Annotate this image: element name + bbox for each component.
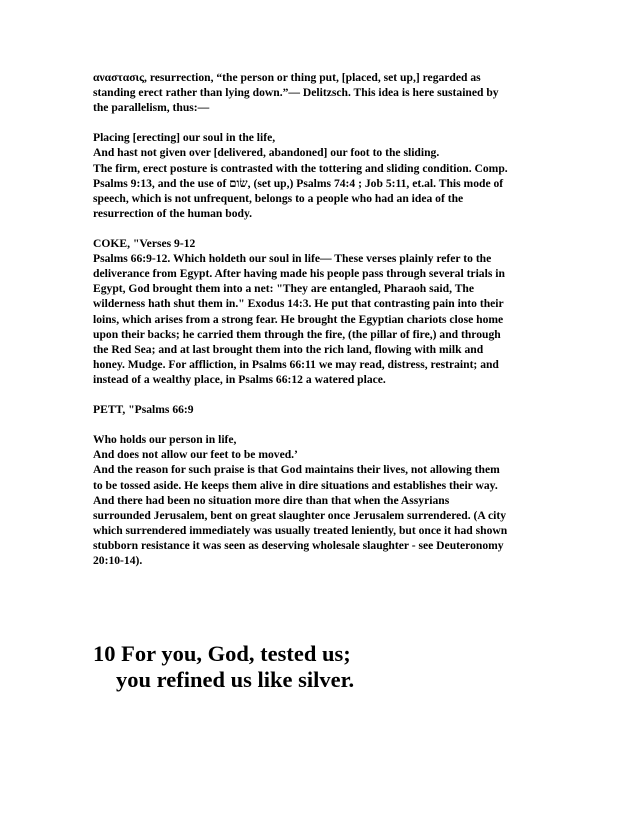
- text-line: And does not allow our feet to be moved.’: [93, 448, 298, 462]
- text-line: Psalms 66:9-12. Which holdeth our soul in life— These verses plainly refer to the: [93, 252, 492, 266]
- text-line: deliverance from Egypt. After having made his people pass through several trials in: [93, 267, 505, 281]
- commentary-body: [93, 70, 553, 568]
- text-line: instead of a wealthy place, in Psalms 66:12 a watered place.: [93, 372, 386, 386]
- commentary-paragraph-pett: [93, 432, 553, 568]
- text-line: the Red Sea; and at last brought them into the rich land, flowing with milk and: [93, 342, 484, 356]
- text-line: And there had been no situation more dire than that when the Assyrians: [93, 493, 450, 507]
- verse-line: you refined us like silver.: [116, 666, 355, 692]
- text-line: honey. Mudge. For affliction, in Psalms 66:11 we may read, distress, restraint; and: [93, 357, 499, 371]
- text-line: And the reason for such praise is that God maintains their lives, not allowing them: [93, 463, 500, 477]
- text-line: resurrection of the human body.: [93, 206, 252, 220]
- commentary-paragraph-parallelism: [93, 130, 553, 221]
- section-heading-pett: [93, 402, 553, 417]
- text-line: which surrendered immediately was usually treated leniently, but once it had shown: [93, 523, 508, 537]
- text-line: the parallelism, thus:—: [93, 101, 210, 115]
- text-line: wilderness hath shut them in." Exodus 14:3. He put that contrasting pain into their: [93, 297, 504, 311]
- text-line: 20:10-14).: [93, 554, 143, 567]
- text-line: The firm, erect posture is contrasted with the tottering and sliding condition. Comp.: [93, 161, 508, 175]
- text-line: Psalms 9:13, and the use of שׂום, (set up,) Psalms 74:4 ; Job 5:11, et.al. This mode of: [93, 176, 504, 190]
- text-line: And hast not given over [delivered, abandoned] our foot to the sliding.: [93, 146, 440, 160]
- section-heading-coke: COKE, "Verses 9-12: [93, 237, 196, 251]
- text-line: to be tossed aside. He keeps them alive in dire situations and establishes their way.: [93, 478, 498, 492]
- text-line: speech, which is not unfrequent, belongs to a people who had an idea of the: [93, 191, 464, 205]
- text-line: αναστασις, resurrection, “the person or thing put, [placed, set up,] regarded as: [93, 71, 481, 84]
- commentary-paragraph-delitzsch: [93, 70, 553, 115]
- verse-line: 10 For you, God, tested us;: [93, 641, 351, 666]
- text-line: loins, which arises from a strong fear. He brought the Egyptian chariots close home: [93, 312, 504, 326]
- text-line: Egypt, God brought them into a net: "They are entangled, Pharaoh said, The: [93, 282, 475, 296]
- text-line: Who holds our person in life,: [93, 433, 237, 447]
- text-line: Placing [erecting] our soul in the life,: [93, 131, 276, 145]
- text-line: stubborn resistance it was seen as deserving wholesale slaughter - see Deuteronomy: [93, 538, 504, 552]
- text-line: PETT, "Psalms 66:9: [93, 403, 194, 417]
- text-line: upon their backs; he carried them through the fire, (the pillar of fire,) and through: [93, 327, 501, 341]
- verse-heading: [93, 641, 553, 692]
- text-line: standing erect rather than lying down.”— Delitzsch. This idea is here sustained by: [93, 86, 499, 100]
- commentary-paragraph-coke: [93, 236, 553, 387]
- text-line: surrounded Jerusalem, bent on great slaughter once Jerusalem surrendered. (A city: [93, 508, 507, 522]
